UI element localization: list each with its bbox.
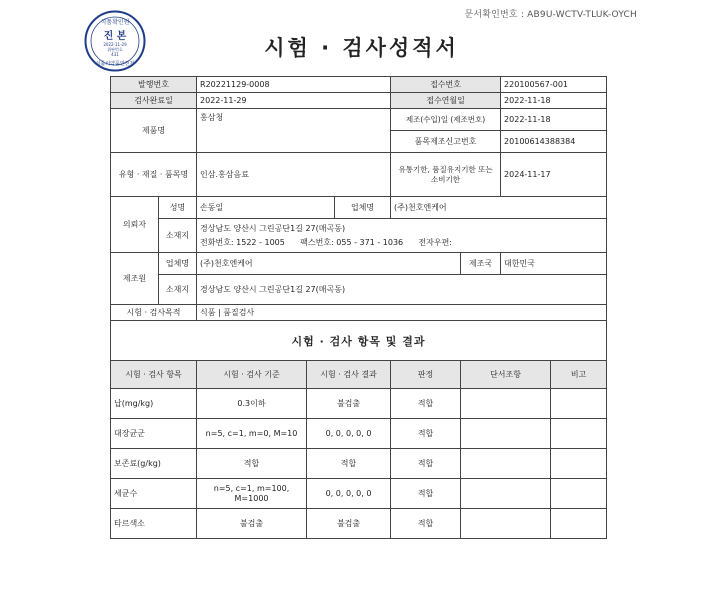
country-value: 대한민국 <box>501 253 607 275</box>
result-remark <box>551 479 607 509</box>
receipt-date-value: 2022-11-18 <box>501 93 607 109</box>
result-standard: 불검출 <box>197 509 307 539</box>
result-value: 불검출 <box>307 389 391 419</box>
results-header-result: 시험 · 검사 결과 <box>307 361 391 389</box>
issue-no-label: 발행번호 <box>111 77 197 93</box>
result-verdict: 적합 <box>391 389 461 419</box>
maker-address-value: 경상남도 양산시 그린공단1길 27(매곡동) <box>197 275 607 305</box>
client-name-value: 손동일 <box>197 197 335 219</box>
client-fax: 팩스번호: 055 - 371 - 1036 <box>300 237 404 247</box>
mfg-date-label: 제조(수입)일 (제조번호) <box>391 109 501 131</box>
maker-company-label: 업체명 <box>159 253 197 275</box>
client-address-label: 소재지 <box>159 219 197 253</box>
result-note <box>461 419 551 449</box>
client-label: 의뢰자 <box>111 197 159 253</box>
type-value: 인삼.홍삼음료 <box>197 153 391 197</box>
complete-date-value: 2022-11-29 <box>197 93 391 109</box>
product-label: 제품명 <box>111 109 197 153</box>
result-remark <box>551 389 607 419</box>
results-header-item: 시험 · 검사 항목 <box>111 361 197 389</box>
maker-company-value: (주)천호엔케어 <box>197 253 461 275</box>
purpose-label: 시험 · 검사목적 <box>111 305 197 321</box>
result-verdict: 적합 <box>391 479 461 509</box>
receipt-no-label: 접수번호 <box>391 77 501 93</box>
type-label: 유형 · 재질 · 품목명 <box>111 153 197 197</box>
product-value: 홍삼청 <box>197 109 391 153</box>
table-row <box>111 509 607 539</box>
table-row <box>111 449 607 479</box>
result-standard: 0.3이하 <box>197 389 307 419</box>
result-remark <box>551 509 607 539</box>
page-title: 시험 · 검사성적서 <box>264 36 459 60</box>
table-row <box>111 479 607 509</box>
result-note <box>461 449 551 479</box>
complete-date-label: 검사완료일 <box>111 93 197 109</box>
result-standard: n=5, c=1, m=0, M=10 <box>197 419 307 449</box>
result-note <box>461 389 551 419</box>
receipt-date-label: 접수연월일 <box>391 93 501 109</box>
client-address-value: 경상남도 양산시 그린공단1길 27(매곡동) <box>200 223 346 233</box>
expiry-value: 2024-11-17 <box>501 153 607 197</box>
results-section-title: 시험 · 검사 항목 및 결과 <box>111 321 607 361</box>
result-note <box>461 509 551 539</box>
results-header-note: 단서조항 <box>461 361 551 389</box>
result-item: 납(mg/kg) <box>111 389 197 419</box>
client-name-label: 성명 <box>159 197 197 219</box>
result-item: 타르색소 <box>111 509 197 539</box>
table-row <box>111 419 607 449</box>
result-value: 0, 0, 0, 0, 0 <box>307 419 391 449</box>
client-email: 전자우편: <box>418 237 452 247</box>
client-phone: 전화번호: 1522 - 1005 <box>200 237 285 247</box>
maker-address-label: 소재지 <box>159 275 197 305</box>
client-company-label: 업체명 <box>335 197 391 219</box>
seal-center-text: 진 본 <box>103 31 127 42</box>
receipt-no-value: 220100567-001 <box>501 77 607 93</box>
result-item: 세균수 <box>111 479 197 509</box>
seal-num-text: 431 <box>111 52 119 57</box>
report-no-label: 품목제조신고번호 <box>391 131 501 153</box>
client-contact-line <box>200 236 603 250</box>
result-remark <box>551 419 607 449</box>
result-value: 적합 <box>307 449 391 479</box>
maker-label: 제조원 <box>111 253 159 305</box>
expiry-label: 유통기한, 품질유지기한 또는 소비기한 <box>391 153 501 197</box>
result-remark <box>551 449 607 479</box>
result-verdict: 적합 <box>391 419 461 449</box>
result-item: 보존료(g/kg) <box>111 449 197 479</box>
report-no-value: 20100614388384 <box>501 131 607 153</box>
seal-bottom-text: 식품의약품안전처 <box>95 61 135 67</box>
result-verdict: 적합 <box>391 509 461 539</box>
document-confirm-number: 문서확인번호 : AB9U-WCTV-TLUK-OYCH <box>464 10 637 20</box>
result-verdict: 적합 <box>391 449 461 479</box>
result-standard: n=5, c=1, m=100, M=1000 <box>197 479 307 509</box>
results-header-standard: 시험 · 검사 기준 <box>197 361 307 389</box>
result-standard: 적합 <box>197 449 307 479</box>
issue-no-value: R20221129-0008 <box>197 77 391 93</box>
seal-ref-text: 위판번호 <box>107 47 123 52</box>
table-row <box>111 389 607 419</box>
result-value: 0, 0, 0, 0, 0 <box>307 479 391 509</box>
mfg-date-value: 2022-11-18 <box>501 109 607 131</box>
result-value: 불검출 <box>307 509 391 539</box>
report-table <box>110 76 607 539</box>
results-header-remark: 비고 <box>551 361 607 389</box>
result-item: 대장균군 <box>111 419 197 449</box>
country-label: 제조국 <box>461 253 501 275</box>
client-company-value: (주)천호엔케어 <box>391 197 607 219</box>
results-header-verdict: 판정 <box>391 361 461 389</box>
purpose-value: 식품 | 품질검사 <box>197 305 607 321</box>
result-note <box>461 479 551 509</box>
seal-top-text: 식품확인원 <box>100 19 130 26</box>
seal-date-text: 2022-11-29 <box>103 42 127 47</box>
